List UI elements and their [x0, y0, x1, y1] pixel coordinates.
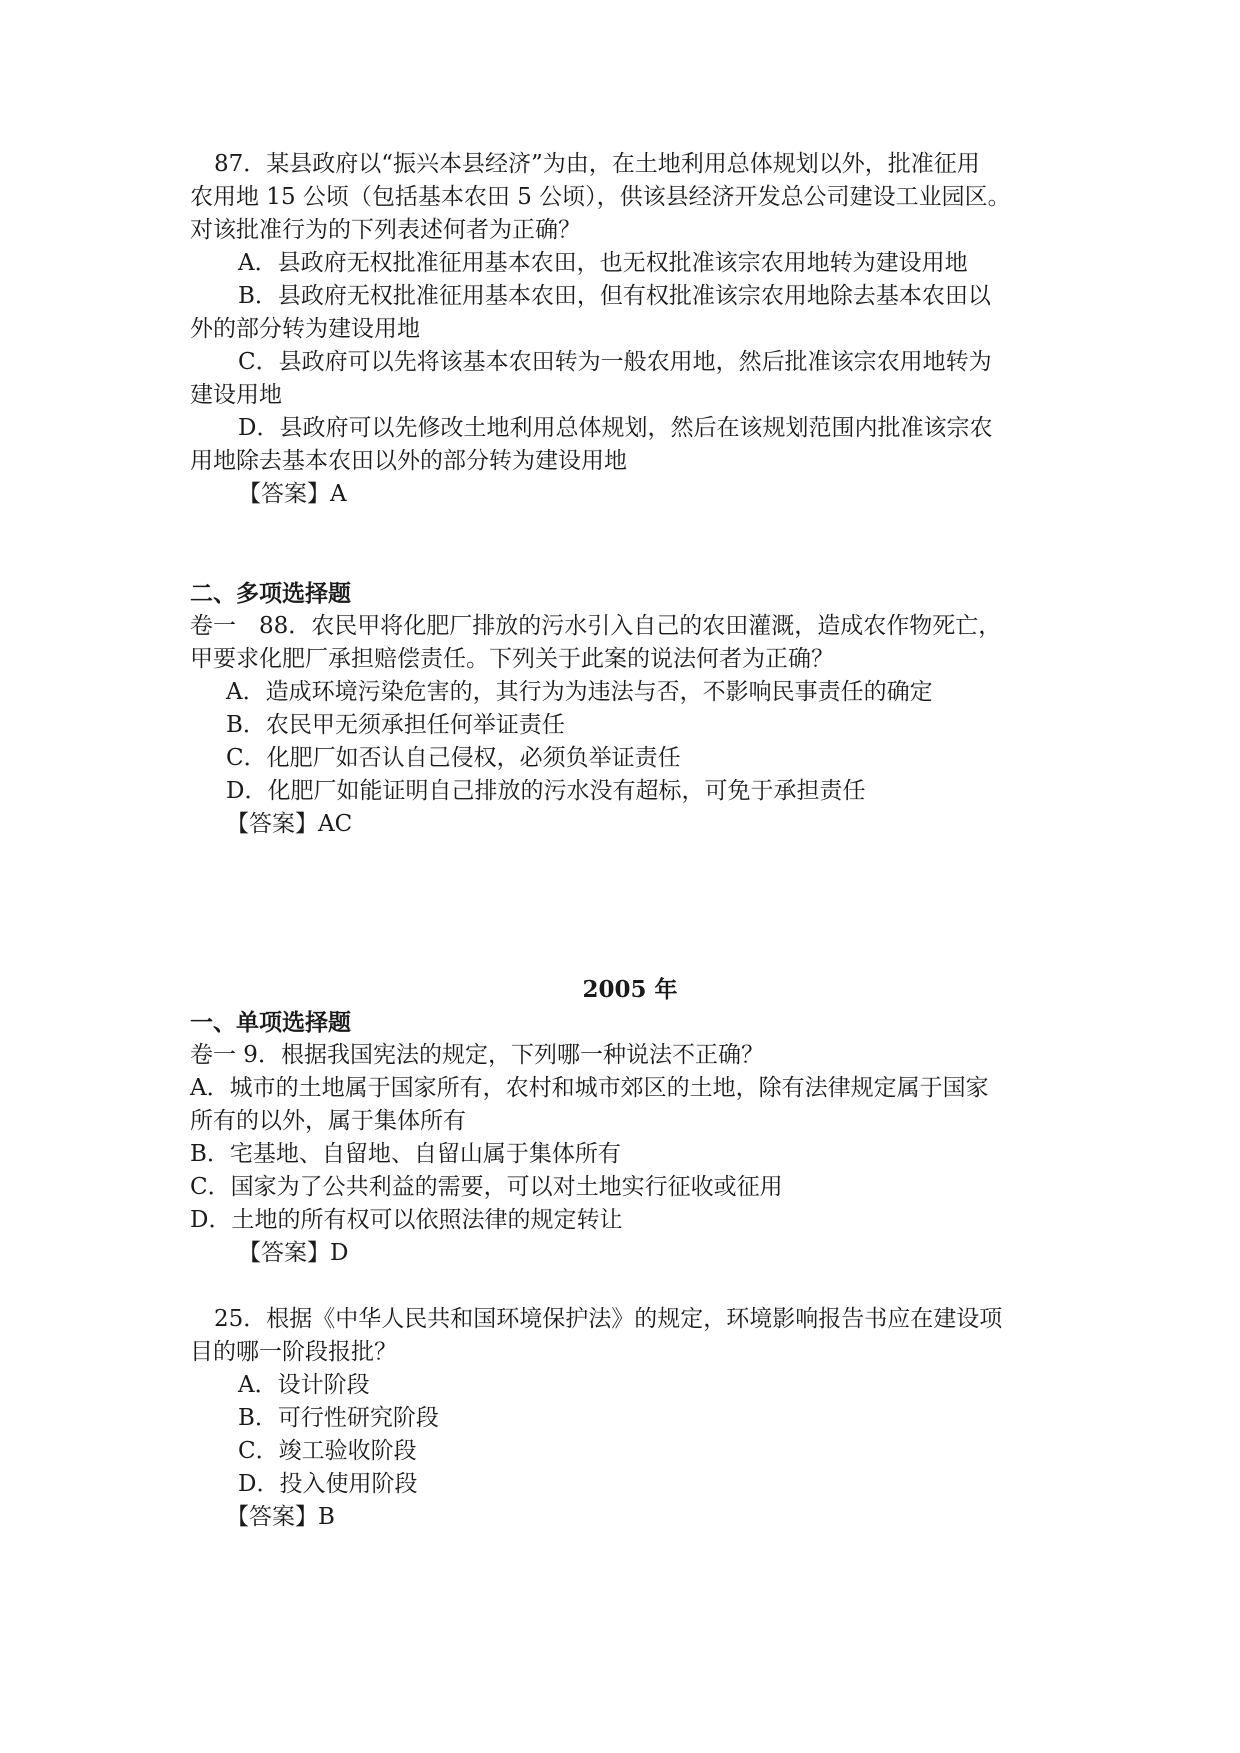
option-d: D．化肥厂如能证明自己排放的污水没有超标，可免于承担责任	[226, 778, 866, 804]
answer: 【答案】A	[238, 481, 347, 507]
question-stem-line: 卷一 88．农民甲将化肥厂排放的污水引入自己的农田灌溉，造成农作物死亡，	[190, 613, 1002, 639]
option-b: B．可行性研究阶段	[238, 1405, 439, 1431]
question-9	[190, 1039, 1070, 1270]
answer: 【答案】D	[238, 1240, 349, 1266]
answer: 【答案】B	[226, 1504, 335, 1530]
option-a: A．城市的土地属于国家所有，农村和城市郊区的土地，除有法律规定属于国家	[190, 1075, 989, 1101]
option-a: A．县政府无权批准征用基本农田，也无权批准该宗农用地转为建设用地	[238, 250, 968, 276]
document-page	[190, 148, 1070, 1534]
option-b: B．宅基地、自留地、自留山属于集体所有	[190, 1141, 621, 1167]
option-a: A．造成环境污染危害的，其行为为违法与否，不影响民事责任的确定	[226, 679, 933, 705]
option-d: D．土地的所有权可以依照法律的规定转让	[190, 1207, 623, 1233]
option-c: C．县政府可以先将该基本农田转为一般农用地，然后批准该宗农用地转为	[238, 349, 992, 375]
spacer	[190, 511, 1070, 577]
question-stem-line: 对该批准行为的下列表述何者为正确？	[190, 217, 581, 243]
option-b: B．县政府无权批准征用基本农田，但有权批准该宗农用地除去基本农田以	[238, 283, 991, 309]
section-heading-multiple-choice: 二、多项选择题	[190, 580, 351, 607]
answer: 【答案】AC	[226, 811, 353, 837]
question-stem-line: 目的哪一阶段报批？	[190, 1339, 397, 1365]
spacer	[190, 1270, 1070, 1303]
question-88	[190, 610, 1070, 841]
option-c: C．竣工验收阶段	[238, 1438, 417, 1464]
option-d-continued: 用地除去基本农田以外的部分转为建设用地	[190, 448, 627, 474]
option-c: C．国家为了公共利益的需要，可以对土地实行征收或征用	[190, 1174, 783, 1200]
option-a-continued: 所有的以外，属于集体所有	[190, 1108, 466, 1134]
option-c: C．化肥厂如否认自己侵权，必须负举证责任	[226, 745, 681, 771]
option-c-continued: 建设用地	[190, 382, 282, 408]
year-heading: 2005 年	[582, 976, 678, 1003]
option-b: B．农民甲无须承担任何举证责任	[226, 712, 565, 738]
option-a: A．设计阶段	[238, 1372, 370, 1398]
option-b-continued: 外的部分转为建设用地	[190, 316, 420, 342]
option-d: D．县政府可以先修改土地利用总体规划，然后在该规划范围内批准该宗农	[238, 415, 993, 441]
question-25	[190, 1303, 1070, 1534]
spacer	[190, 841, 1070, 973]
question-stem-line: 87．某县政府以“振兴本县经济”为由，在土地利用总体规划以外，批准征用	[214, 151, 980, 177]
question-stem-line: 农用地 15 公顷（包括基本农田 5 公顷），供该县经济开发总公司建设工业园区。	[190, 184, 1011, 210]
section-heading-single-choice: 一、单项选择题	[190, 1009, 351, 1036]
question-87	[190, 148, 1070, 511]
question-stem-line: 卷一 9．根据我国宪法的规定，下列哪一种说法不正确？	[190, 1042, 764, 1068]
question-stem-line: 甲要求化肥厂承担赔偿责任。下列关于此案的说法何者为正确？	[190, 646, 834, 672]
option-d: D．投入使用阶段	[238, 1471, 418, 1497]
question-stem-line: 25．根据《中华人民共和国环境保护法》的规定，环境影响报告书应在建设项	[214, 1306, 1003, 1332]
